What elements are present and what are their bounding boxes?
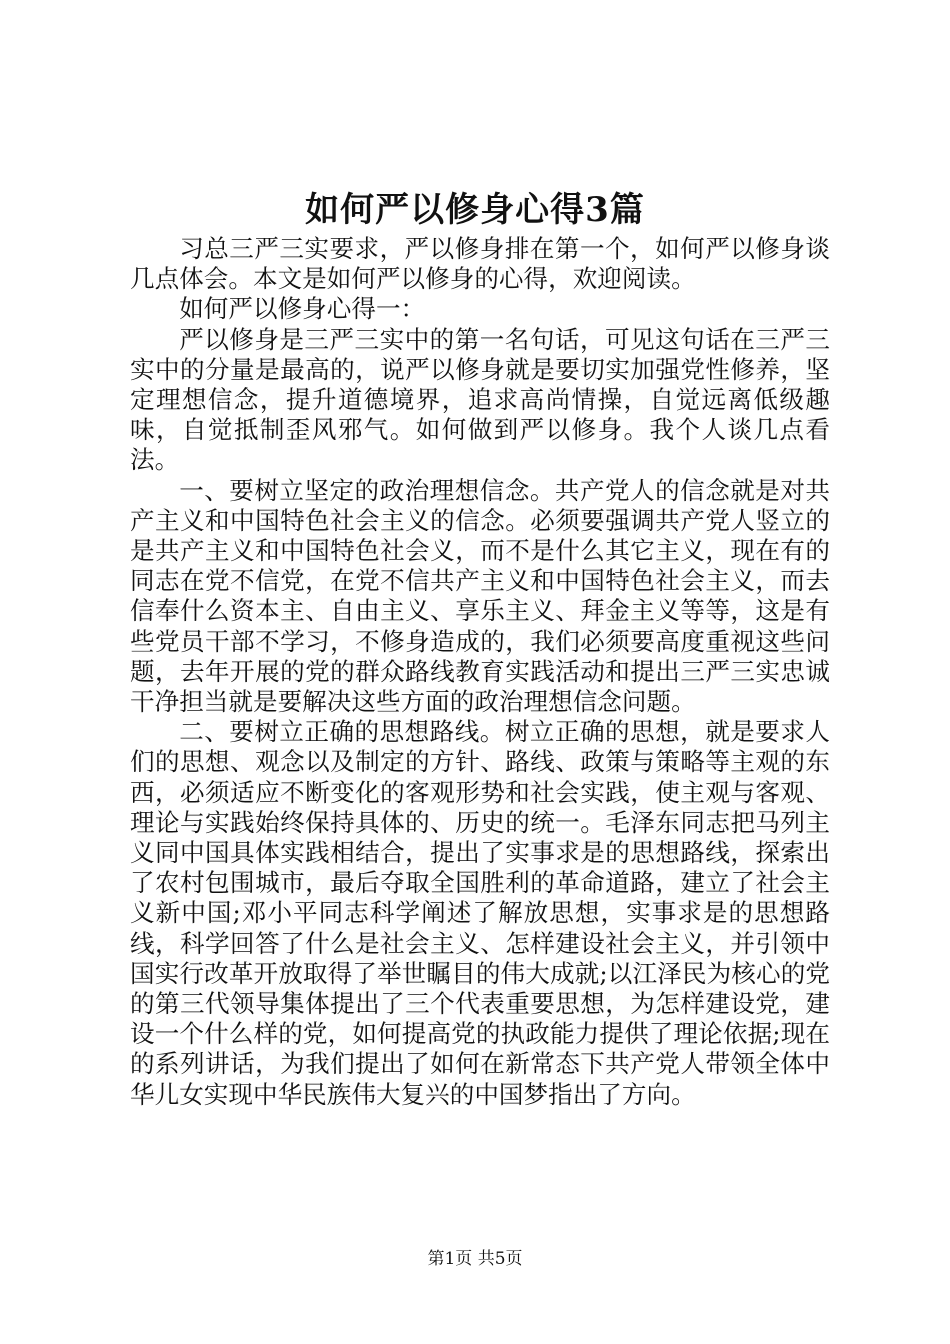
intro-paragraph: 习总三严三实要求，严以修身排在第一个，如何严以修身谈几点体会。本文是如何严以修身的心得，欢迎阅读。 [130, 234, 830, 294]
document-title: 如何严以修身心得3篇 [305, 190, 645, 230]
document-body [130, 234, 830, 1110]
page-number-footer: 第1页 共5页 [427, 1249, 523, 1269]
body-paragraph: 严以修身是三严三实中的第一名句话，可见这句话在三严三实中的分量是最高的，说严以修身就是要切实加强党性修养，坚定理想信念，提升道德境界，追求高尚情操，自觉远离低级趣味，自觉抵制歪风邪气。如何做到严以修身。我个人谈几点看法。 [130, 324, 830, 475]
body-paragraph: 二、要树立正确的思想路线。树立正确的思想，就是要求人们的思想、观念以及制定的方针、路线、政策与策略等主观的东西，必须适应不断变化的客观形势和社会实践，使主观与客观、理论与实践始终保持具体的、历史的统一。毛泽东同志把马列主义同中国具体实践相结合，提出了实事求是的思想路线，探索出了农村包围城市，最后夺取全国胜利的革命道路，建立了社会主义新中国;邓小平同志科学阐述了解放思想，实事求是的思想路线，科学回答了什么是社会主义、怎样建设社会主义，并引领中国实行改革开放取得了举世瞩目的伟大成就;以江泽民为核心的党的第三代领导集体提出了三个代表重要思想，为怎样建设党，建设一个什么样的党，如何提高党的执政能力提供了理论依据;现在的系列讲话，为我们提出了如何在新常态下共产党人带领全体中华儿女实现中华民族伟大复兴的中国梦指出了方向。 [130, 717, 830, 1109]
section-heading: 如何严以修身心得一： [179, 294, 426, 324]
body-paragraph: 一、要树立坚定的政治理想信念。共产党人的信念就是对共产主义和中国特色社会主义的信念。必须要强调共产党人竖立的是共产主义和中国特色社会义，而不是什么其它主义，现在有的同志在党不信党，在党不信共产主义和中国特色社会主义，而去信奉什么资本主、自由主义、享乐主义、拜金主义等等，这是有些党员干部不学习，不修身造成的，我们必须要高度重视这些问题，去年开展的党的群众路线教育实践活动和提出三严三实忠诚干净担当就是要解决这些方面的政治理想信念问题。 [130, 475, 830, 717]
